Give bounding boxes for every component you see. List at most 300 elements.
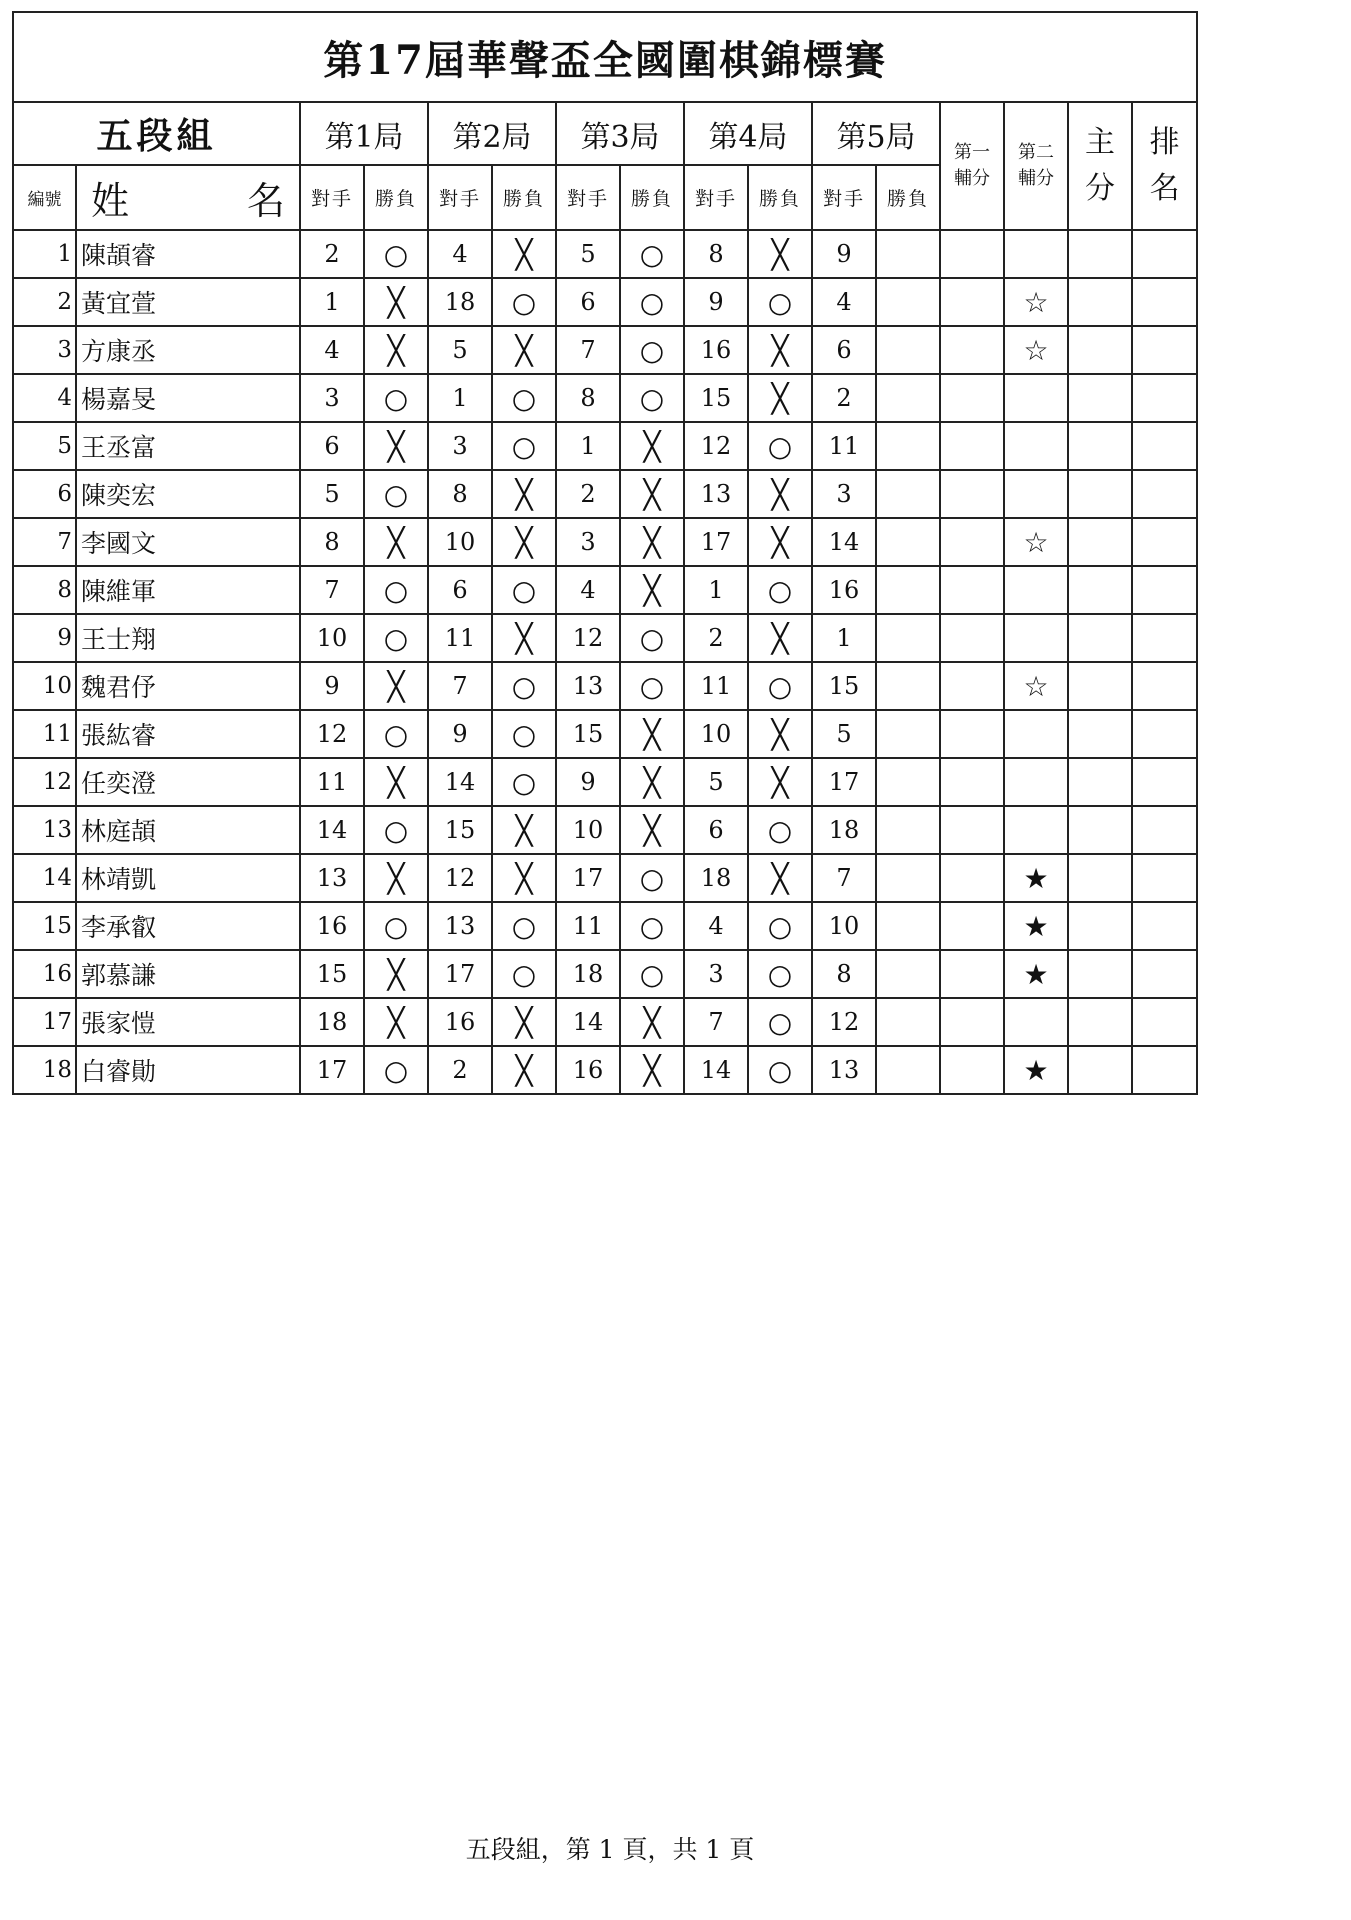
group-label: 五段組 (13, 102, 300, 165)
table-row (13, 710, 1197, 758)
round-3-opponent: 2 (556, 470, 620, 518)
round-4-result: ╳ (748, 758, 812, 806)
round-5-opponent: 8 (812, 950, 876, 998)
round-1-opponent: 17 (300, 1046, 364, 1094)
player-name: 黃宜萱 (76, 278, 300, 326)
round-1-result: ╳ (364, 326, 428, 374)
rank (1132, 230, 1197, 278)
round-1-result: ╳ (364, 758, 428, 806)
main-score (1068, 374, 1132, 422)
round-5-opponent: 16 (812, 566, 876, 614)
player-number: 9 (13, 614, 76, 662)
round-5-result (876, 902, 940, 950)
round-3-result: ○ (620, 326, 684, 374)
round-1-opponent: 13 (300, 854, 364, 902)
main-score (1068, 470, 1132, 518)
round-3-opponent: 6 (556, 278, 620, 326)
round-4-result: ○ (748, 422, 812, 470)
aux2-score (1004, 422, 1068, 470)
round-3-opponent: 18 (556, 950, 620, 998)
aux2-header (1004, 102, 1068, 230)
round-1-result: ○ (364, 902, 428, 950)
round-5-result (876, 278, 940, 326)
rank (1132, 710, 1197, 758)
round-4-opponent: 6 (684, 806, 748, 854)
round-4-result: ○ (748, 662, 812, 710)
aux1-score (940, 470, 1004, 518)
player-number: 6 (13, 470, 76, 518)
round-4-opponent: 13 (684, 470, 748, 518)
aux1-score (940, 950, 1004, 998)
main-score (1068, 566, 1132, 614)
table-row (13, 326, 1197, 374)
round-1-opponent: 18 (300, 998, 364, 1046)
round-4-opponent: 3 (684, 950, 748, 998)
round-1-opponent: 4 (300, 326, 364, 374)
aux1-score (940, 614, 1004, 662)
aux2-score: ☆ (1004, 662, 1068, 710)
round-1-header: 第1局 (300, 102, 428, 165)
main-score (1068, 278, 1132, 326)
player-name: 王士翔 (76, 614, 300, 662)
round-3-result: ╳ (620, 1046, 684, 1094)
round-1-opponent: 10 (300, 614, 364, 662)
round-1-opponent: 7 (300, 566, 364, 614)
player-name: 張家愷 (76, 998, 300, 1046)
round-3-result: ○ (620, 950, 684, 998)
round-3-opponent: 4 (556, 566, 620, 614)
round-1-opponent: 15 (300, 950, 364, 998)
round-5-header: 第5局 (812, 102, 940, 165)
round-4-result: ╳ (748, 854, 812, 902)
round-2-result: ○ (492, 710, 556, 758)
round-4-opponent: 15 (684, 374, 748, 422)
round-2-result: ○ (492, 902, 556, 950)
round-4-result: ○ (748, 998, 812, 1046)
aux2-score: ★ (1004, 1046, 1068, 1094)
aux1-score (940, 854, 1004, 902)
round-3-result: ○ (620, 902, 684, 950)
player-number: 15 (13, 902, 76, 950)
round-4-opponent: 1 (684, 566, 748, 614)
table-row (13, 614, 1197, 662)
round-5-result (876, 470, 940, 518)
round-1-result: ╳ (364, 998, 428, 1046)
round-4-opponent: 2 (684, 614, 748, 662)
aux2-score (1004, 998, 1068, 1046)
name-header (76, 165, 300, 230)
round-1-opponent: 11 (300, 758, 364, 806)
round-1-result: ╳ (364, 422, 428, 470)
round-2-opponent: 15 (428, 806, 492, 854)
aux1-header-line1: 第一 (954, 142, 990, 163)
name-header-b: 名 (246, 179, 285, 223)
player-name: 魏君伃 (76, 662, 300, 710)
player-name: 林庭頡 (76, 806, 300, 854)
player-name: 王丞富 (76, 422, 300, 470)
aux1-score (940, 518, 1004, 566)
aux2-score (1004, 470, 1068, 518)
rank (1132, 422, 1197, 470)
aux1-score (940, 1046, 1004, 1094)
aux2-score (1004, 710, 1068, 758)
player-number: 13 (13, 806, 76, 854)
round-1-result: ○ (364, 614, 428, 662)
aux2-header-line2: 輔分 (1018, 168, 1054, 189)
round-3-result: ○ (620, 854, 684, 902)
rank (1132, 662, 1197, 710)
round-4-opponent: 9 (684, 278, 748, 326)
round-2-opponent: 1 (428, 374, 492, 422)
aux1-header (940, 102, 1004, 230)
round-5-opponent: 12 (812, 998, 876, 1046)
round-4-result: ╳ (748, 470, 812, 518)
round-5-result (876, 1046, 940, 1094)
round-2-opponent: 8 (428, 470, 492, 518)
table-row (13, 854, 1197, 902)
round-3-opponent: 5 (556, 230, 620, 278)
round-1-result: ○ (364, 230, 428, 278)
table-row (13, 230, 1197, 278)
round-2-header: 第2局 (428, 102, 556, 165)
main-score (1068, 902, 1132, 950)
round-4-result: ○ (748, 566, 812, 614)
player-name: 林靖凱 (76, 854, 300, 902)
round-4-opponent: 14 (684, 1046, 748, 1094)
round-2-result: ╳ (492, 326, 556, 374)
round-4-opponent: 12 (684, 422, 748, 470)
table-row (13, 470, 1197, 518)
aux1-score (940, 710, 1004, 758)
round-5-opponent: 15 (812, 662, 876, 710)
main-score (1068, 998, 1132, 1046)
round-2-result: ○ (492, 662, 556, 710)
round-2-result: ○ (492, 950, 556, 998)
round-5-opponent: 10 (812, 902, 876, 950)
player-number: 4 (13, 374, 76, 422)
round-1-result: ╳ (364, 950, 428, 998)
round-2-opponent: 14 (428, 758, 492, 806)
name-header-a: 姓 (91, 179, 130, 223)
player-name: 李國文 (76, 518, 300, 566)
main-score (1068, 806, 1132, 854)
round-5-opponent: 13 (812, 1046, 876, 1094)
round-5-result (876, 518, 940, 566)
round-3-result: ╳ (620, 758, 684, 806)
round-2-opponent: 3 (428, 422, 492, 470)
rank (1132, 566, 1197, 614)
round-1-result: ○ (364, 1046, 428, 1094)
round-2-opponent: 7 (428, 662, 492, 710)
round-2-result: ╳ (492, 998, 556, 1046)
round-2-result: ╳ (492, 230, 556, 278)
round-3-opponent: 11 (556, 902, 620, 950)
r5-opponent-header: 對手 (812, 165, 876, 230)
main-score (1068, 950, 1132, 998)
aux2-score (1004, 374, 1068, 422)
round-4-result: ○ (748, 806, 812, 854)
main-score (1068, 422, 1132, 470)
player-name: 任奕澄 (76, 758, 300, 806)
table-row (13, 518, 1197, 566)
round-2-opponent: 10 (428, 518, 492, 566)
round-5-opponent: 4 (812, 278, 876, 326)
round-2-opponent: 17 (428, 950, 492, 998)
r5-result-header: 勝負 (876, 165, 940, 230)
table-row (13, 278, 1197, 326)
table-row (13, 902, 1197, 950)
round-1-opponent: 5 (300, 470, 364, 518)
round-4-result: ╳ (748, 614, 812, 662)
player-name: 張紘睿 (76, 710, 300, 758)
round-2-opponent: 5 (428, 326, 492, 374)
round-3-result: ╳ (620, 710, 684, 758)
aux1-score (940, 374, 1004, 422)
round-1-result: ○ (364, 710, 428, 758)
round-5-result (876, 230, 940, 278)
table-row (13, 374, 1197, 422)
player-number: 16 (13, 950, 76, 998)
round-5-result (876, 710, 940, 758)
round-5-opponent: 5 (812, 710, 876, 758)
aux2-score: ☆ (1004, 326, 1068, 374)
rank (1132, 614, 1197, 662)
round-5-opponent: 1 (812, 614, 876, 662)
player-name: 郭慕謙 (76, 950, 300, 998)
aux2-score: ★ (1004, 950, 1068, 998)
aux2-score: ☆ (1004, 518, 1068, 566)
rank (1132, 758, 1197, 806)
player-name: 楊嘉旻 (76, 374, 300, 422)
player-number: 12 (13, 758, 76, 806)
player-number: 3 (13, 326, 76, 374)
round-3-opponent: 14 (556, 998, 620, 1046)
player-name: 方康丞 (76, 326, 300, 374)
rank (1132, 854, 1197, 902)
round-3-opponent: 1 (556, 422, 620, 470)
rank (1132, 950, 1197, 998)
round-1-result: ○ (364, 470, 428, 518)
round-1-result: ╳ (364, 518, 428, 566)
aux2-score (1004, 614, 1068, 662)
aux1-score (940, 998, 1004, 1046)
round-1-opponent: 2 (300, 230, 364, 278)
table-row (13, 1046, 1197, 1094)
round-3-result: ○ (620, 278, 684, 326)
round-2-opponent: 13 (428, 902, 492, 950)
round-1-opponent: 6 (300, 422, 364, 470)
round-4-opponent: 18 (684, 854, 748, 902)
aux2-score (1004, 566, 1068, 614)
table-row (13, 950, 1197, 998)
round-5-result (876, 566, 940, 614)
round-3-opponent: 16 (556, 1046, 620, 1094)
round-2-opponent: 2 (428, 1046, 492, 1094)
round-2-result: ○ (492, 758, 556, 806)
round-4-opponent: 16 (684, 326, 748, 374)
aux2-header-line1: 第二 (1018, 142, 1054, 163)
aux1-header-line2: 輔分 (954, 168, 990, 189)
round-1-opponent: 16 (300, 902, 364, 950)
round-5-result (876, 374, 940, 422)
rank (1132, 374, 1197, 422)
round-4-opponent: 8 (684, 230, 748, 278)
round-5-result (876, 758, 940, 806)
aux1-score (940, 758, 1004, 806)
round-1-opponent: 9 (300, 662, 364, 710)
round-1-result: ╳ (364, 278, 428, 326)
table-row (13, 998, 1197, 1046)
main-score (1068, 518, 1132, 566)
player-number: 7 (13, 518, 76, 566)
round-3-opponent: 12 (556, 614, 620, 662)
player-number: 17 (13, 998, 76, 1046)
page-title: 第17屆華聲盃全國圍棋錦標賽 (13, 12, 1197, 102)
aux2-score (1004, 758, 1068, 806)
rank (1132, 998, 1197, 1046)
round-3-opponent: 15 (556, 710, 620, 758)
round-2-result: ╳ (492, 806, 556, 854)
aux2-score: ★ (1004, 902, 1068, 950)
rank (1132, 806, 1197, 854)
round-5-opponent: 3 (812, 470, 876, 518)
round-4-opponent: 5 (684, 758, 748, 806)
main-score-header (1068, 102, 1132, 230)
round-2-opponent: 16 (428, 998, 492, 1046)
round-4-result: ○ (748, 950, 812, 998)
aux1-score (940, 566, 1004, 614)
player-name: 李承叡 (76, 902, 300, 950)
round-3-result: ○ (620, 230, 684, 278)
player-number: 14 (13, 854, 76, 902)
r4-result-header: 勝負 (748, 165, 812, 230)
round-2-result: ╳ (492, 518, 556, 566)
rank-header-line1: 排 (1149, 125, 1180, 160)
round-1-opponent: 14 (300, 806, 364, 854)
player-number: 5 (13, 422, 76, 470)
rank-header (1132, 102, 1197, 230)
aux1-score (940, 902, 1004, 950)
round-5-result (876, 326, 940, 374)
round-1-result: ○ (364, 374, 428, 422)
round-4-opponent: 10 (684, 710, 748, 758)
round-4-result: ○ (748, 278, 812, 326)
r4-opponent-header: 對手 (684, 165, 748, 230)
round-5-result (876, 422, 940, 470)
r1-result-header: 勝負 (364, 165, 428, 230)
rank (1132, 470, 1197, 518)
round-2-result: ╳ (492, 1046, 556, 1094)
player-number: 11 (13, 710, 76, 758)
player-name: 白睿勛 (76, 1046, 300, 1094)
round-2-result: ○ (492, 566, 556, 614)
standings-table (12, 11, 1198, 1095)
player-number: 1 (13, 230, 76, 278)
round-2-opponent: 6 (428, 566, 492, 614)
round-1-result: ○ (364, 566, 428, 614)
round-4-opponent: 7 (684, 998, 748, 1046)
round-4-opponent: 11 (684, 662, 748, 710)
round-3-opponent: 7 (556, 326, 620, 374)
player-number: 10 (13, 662, 76, 710)
main-score (1068, 326, 1132, 374)
round-5-result (876, 662, 940, 710)
round-1-result: ○ (364, 806, 428, 854)
round-1-result: ╳ (364, 662, 428, 710)
round-3-result: ○ (620, 374, 684, 422)
aux1-score (940, 662, 1004, 710)
main-score (1068, 614, 1132, 662)
round-2-opponent: 12 (428, 854, 492, 902)
round-3-result: ╳ (620, 518, 684, 566)
aux1-score (940, 278, 1004, 326)
main-score-header-line2: 分 (1085, 171, 1115, 206)
round-5-opponent: 9 (812, 230, 876, 278)
main-score (1068, 758, 1132, 806)
aux1-score (940, 230, 1004, 278)
round-5-result (876, 998, 940, 1046)
r2-result-header: 勝負 (492, 165, 556, 230)
main-score (1068, 710, 1132, 758)
aux1-score (940, 326, 1004, 374)
round-5-result (876, 950, 940, 998)
round-3-opponent: 9 (556, 758, 620, 806)
round-2-opponent: 18 (428, 278, 492, 326)
aux2-score: ☆ (1004, 278, 1068, 326)
round-2-result: ○ (492, 278, 556, 326)
round-3-opponent: 17 (556, 854, 620, 902)
round-2-result: ╳ (492, 614, 556, 662)
r3-result-header: 勝負 (620, 165, 684, 230)
round-1-opponent: 12 (300, 710, 364, 758)
round-1-opponent: 1 (300, 278, 364, 326)
main-score (1068, 662, 1132, 710)
main-score (1068, 854, 1132, 902)
aux2-score: ★ (1004, 854, 1068, 902)
rank (1132, 326, 1197, 374)
round-4-result: ╳ (748, 230, 812, 278)
aux1-score (940, 422, 1004, 470)
round-5-opponent: 7 (812, 854, 876, 902)
round-4-result: ○ (748, 902, 812, 950)
player-name: 陳維軍 (76, 566, 300, 614)
round-3-opponent: 3 (556, 518, 620, 566)
round-3-result: ╳ (620, 806, 684, 854)
table-row (13, 662, 1197, 710)
player-number: 8 (13, 566, 76, 614)
round-4-opponent: 17 (684, 518, 748, 566)
rank (1132, 1046, 1197, 1094)
table-row (13, 422, 1197, 470)
round-3-result: ╳ (620, 998, 684, 1046)
round-5-opponent: 11 (812, 422, 876, 470)
r2-opponent-header: 對手 (428, 165, 492, 230)
round-3-result: ○ (620, 662, 684, 710)
r1-opponent-header: 對手 (300, 165, 364, 230)
round-3-result: ╳ (620, 566, 684, 614)
round-5-opponent: 18 (812, 806, 876, 854)
player-name: 陳奕宏 (76, 470, 300, 518)
player-number: 2 (13, 278, 76, 326)
round-3-result: ╳ (620, 470, 684, 518)
round-2-opponent: 11 (428, 614, 492, 662)
table-row (13, 566, 1197, 614)
round-5-result (876, 854, 940, 902)
page-footer: 五段組，第 1 頁，共 1 頁 (465, 1835, 755, 1864)
player-rows (13, 230, 1197, 1094)
round-2-result: ╳ (492, 854, 556, 902)
round-5-opponent: 14 (812, 518, 876, 566)
